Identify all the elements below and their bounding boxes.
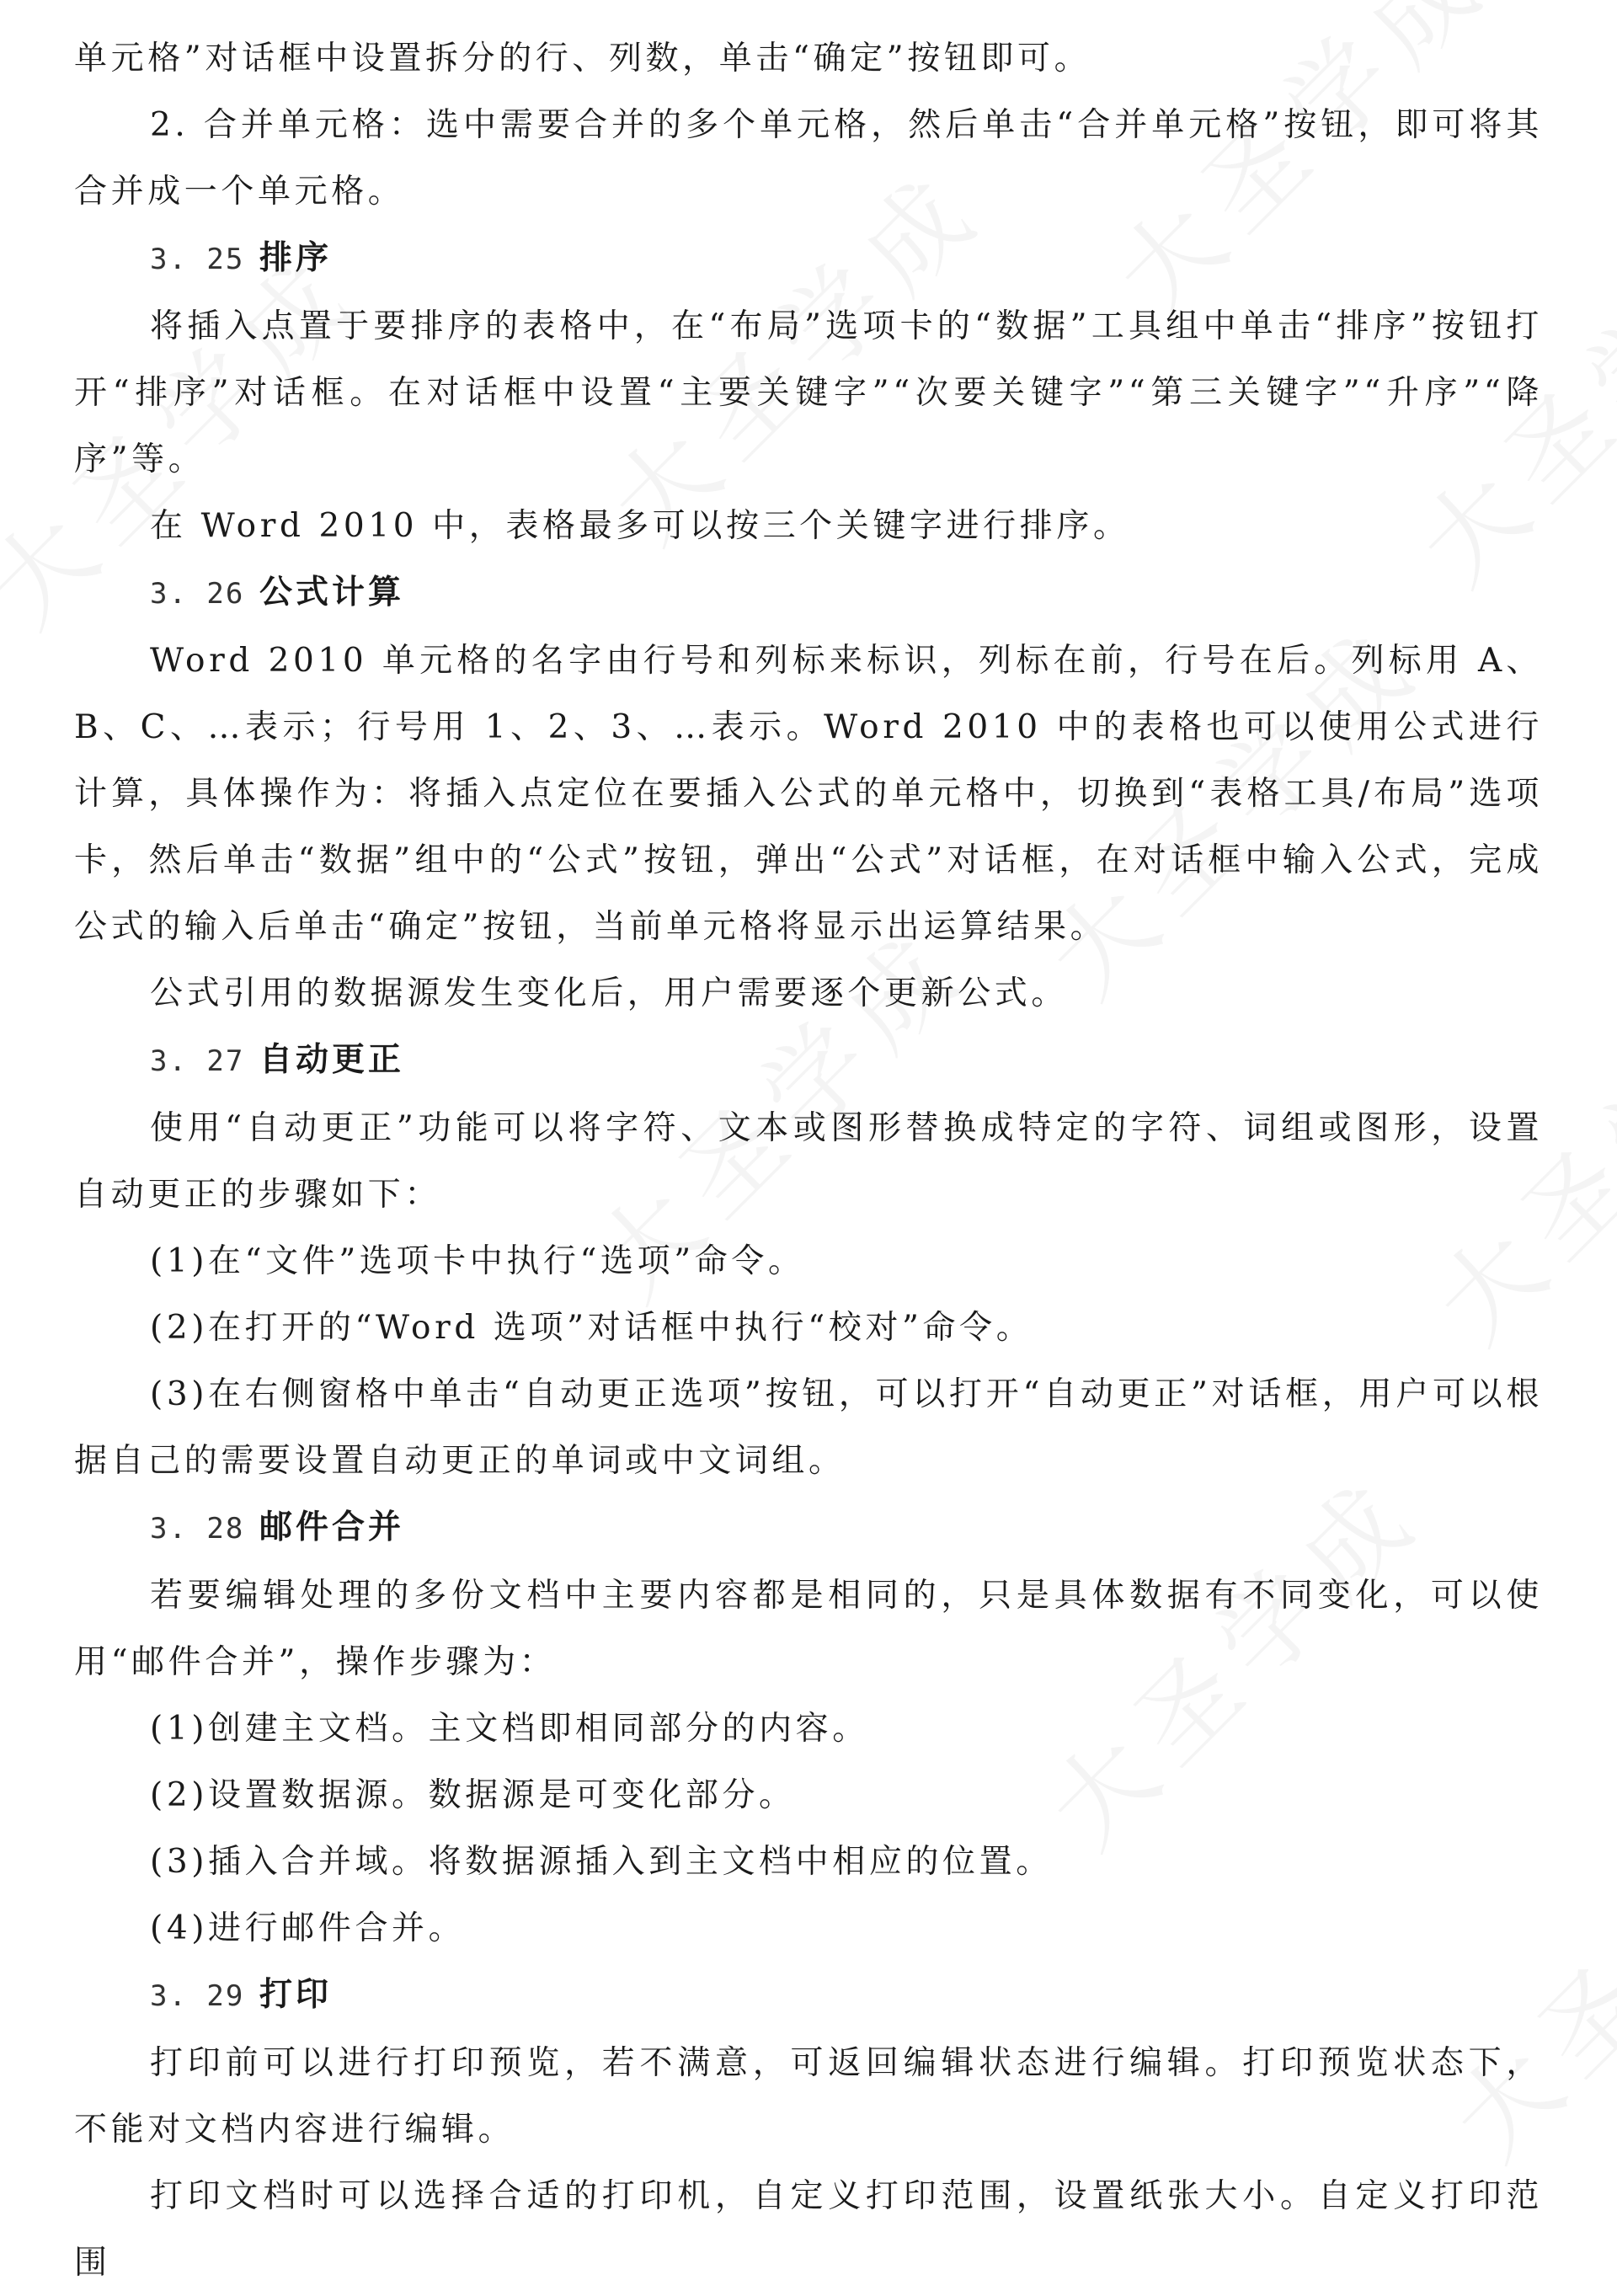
paragraph: 单元格”对话框中设置拆分的行、列数，单击“确定”按钮即可。 <box>74 40 1091 77</box>
list-item: (1)在“文件”选项卡中执行“选项”命令。 <box>150 1242 805 1280</box>
list-item: (4)进行邮件合并。 <box>150 1909 466 1947</box>
section-heading <box>74 1494 1543 1562</box>
paragraph: 将插入点置于要排序的表格中，在“布局”选项卡的“数据”工具组中单击“排序”按钮打开“排序”对话框。在对话框中设置“主要关键字”“次要关键字”“第三关键字”“升序”“降序”等。 <box>74 307 1543 478</box>
section-number: 3. 27 <box>150 1044 245 1078</box>
section-heading <box>74 1962 1543 2030</box>
paragraph: 打印前可以进行打印预览，若不满意，可返回编辑状态进行编辑。打印预览状态下，不能对文档内容进行编辑。 <box>74 2044 1543 2149</box>
section-heading <box>74 225 1543 293</box>
paragraph: 打印文档时可以选择合适的打印机，自定义打印范围，设置纸张大小。自定义打印范围 <box>74 2177 1543 2282</box>
paragraph: 公式引用的数据源发生变化后，用户需要逐个更新公式。 <box>150 974 1069 1012</box>
document-page <box>74 25 1543 2296</box>
paragraph: 使用“自动更正”功能可以将字符、文本或图形替换成特定的字符、词组或图形，设置自动更正的步骤如下： <box>74 1109 1543 1214</box>
section-heading <box>74 559 1543 627</box>
list-item: (2)设置数据源。数据源是可变化部分。 <box>150 1776 796 1814</box>
paragraph: 在 Word 2010 中，表格最多可以按三个关键字进行排序。 <box>150 507 1130 545</box>
section-number: 3. 28 <box>150 1512 245 1546</box>
section-heading <box>74 1027 1543 1095</box>
section-number: 3. 29 <box>150 1979 245 2013</box>
list-item: (1)创建主文档。主文档即相同部分的内容。 <box>150 1710 869 1748</box>
section-title: 邮件合并 <box>259 1508 405 1546</box>
section-title: 排序 <box>259 239 333 277</box>
section-number: 3. 26 <box>150 577 245 611</box>
section-number: 3. 25 <box>150 243 245 276</box>
section-title: 自动更正 <box>259 1041 405 1079</box>
paragraph: 若要编辑处理的多份文档中主要内容都是相同的，只是具体数据有不同变化，可以使用“邮件合并”，操作步骤为： <box>74 1577 1543 1681</box>
paragraph: Word 2010 单元格的名字由行号和列标来标识，列标在前，行号在后。列标用 A、B、C、…表示；行号用 1、2、3、…表示。Word 2010 中的表格也可以使用公式进行计算，具体操作为：将插入点定位在要插入公式的单元格中，切换到“表格工具/布局”选项卡，然后单击“数据”组中的“公式”按钮，弹出“公式”对话框，在对话框中输入公式，完成公式的输入后单击“确定”按钮，当前单元格将显示出运算结果。 <box>74 642 1543 946</box>
list-item: (3)插入合并域。将数据源插入到主文档中相应的位置。 <box>150 1843 1053 1881</box>
section-title: 打印 <box>259 1976 333 2014</box>
list-item: (2)在打开的“Word 选项”对话框中执行“校对”命令。 <box>150 1309 1033 1347</box>
paragraph: 2. 合并单元格：选中需要合并的多个单元格，然后单击“合并单元格”按钮，即可将其合并成一个单元格。 <box>74 106 1543 211</box>
list-item: (3)在右侧窗格中单击“自动更正选项”按钮，可以打开“自动更正”对话框，用户可以根据自己的需要设置自动更正的单词或中文词组。 <box>74 1375 1543 1480</box>
section-title: 公式计算 <box>259 574 405 611</box>
